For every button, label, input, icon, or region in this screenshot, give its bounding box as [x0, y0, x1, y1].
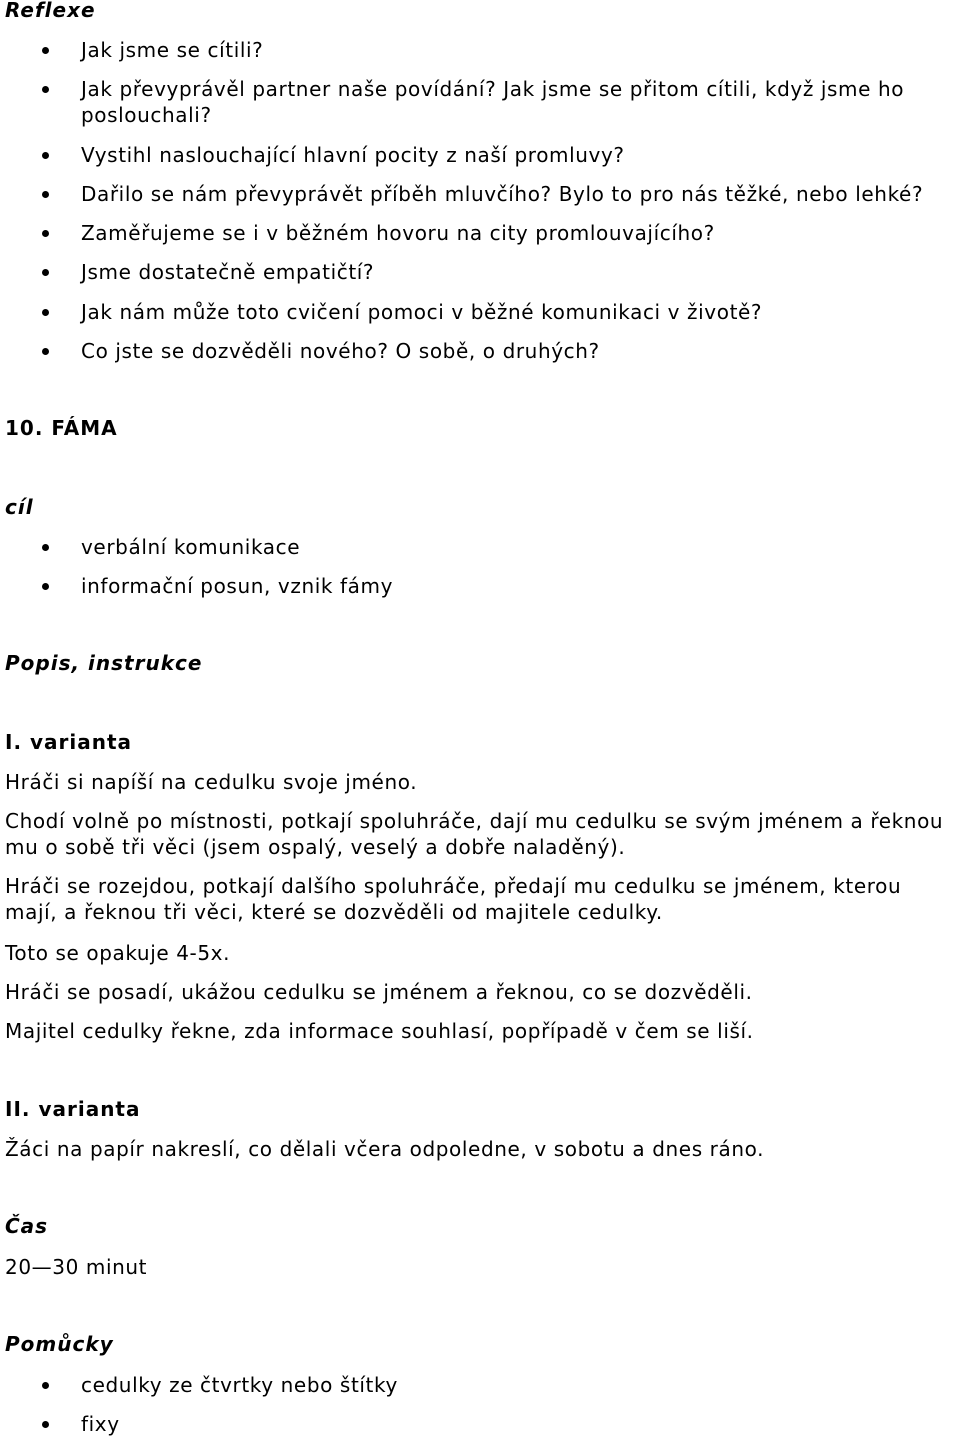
bullet-icon: [42, 86, 49, 93]
list-item-text: Zaměřujeme se i v běžném hovoru na city promlouvajícího?: [81, 221, 715, 245]
subheading-popis: Popis, instrukce: [5, 651, 203, 675]
section-heading-reflexe: Reflexe: [5, 0, 96, 22]
subheading-varianta-1: I. varianta: [5, 730, 133, 754]
list-item-text: verbální komunikace: [81, 535, 301, 559]
list-item-text: Jak jsme se cítili?: [81, 38, 264, 62]
list-item-text: Vystihl naslouchající hlavní pocity z naší promluvy?: [81, 143, 625, 167]
bullet-icon: [42, 230, 49, 237]
bullet-icon: [42, 152, 49, 159]
bullet-icon: [42, 1382, 49, 1389]
list-item-text: Jak převyprávěl partner naše povídání? Jak jsme se přitom cítili, když jsme ho poslouchali?: [81, 77, 905, 127]
list-item-text: Jak nám může toto cvičení pomoci v běžné komunikaci v životě?: [81, 300, 763, 324]
bullet-icon: [42, 191, 49, 198]
paragraph: Toto se opakuje 4-5x.: [5, 941, 231, 965]
subheading-pomucky: Pomůcky: [5, 1332, 114, 1356]
paragraph: Majitel cedulky řekne, zda informace souhlasí, popřípadě v čem se liší.: [5, 1019, 754, 1043]
list-item-text: Co jste se dozvěděli nového? O sobě, o druhých?: [81, 339, 600, 363]
list-item-text: cedulky ze čtvrtky nebo štítky: [81, 1373, 398, 1397]
list-item-text: Dařilo se nám převyprávět příběh mluvčího? Bylo to pro nás těžké, nebo lehké?: [81, 182, 924, 206]
list-item-text: informační posun, vznik fámy: [81, 574, 394, 598]
bullet-icon: [42, 348, 49, 355]
subheading-varianta-2: II. varianta: [5, 1097, 141, 1121]
section-heading-fama: 10. FÁMA: [5, 416, 118, 440]
paragraph: Hráči se rozejdou, potkají dalšího spoluhráče, předají mu cedulku se jménem, kterou mají, a řeknou tři věci, které se dozvěděli od majitele cedulky.: [5, 874, 902, 924]
bullet-icon: [42, 47, 49, 54]
bullet-icon: [42, 1421, 49, 1428]
paragraph: Žáci na papír nakreslí, co dělali včera odpoledne, v sobotu a dnes ráno.: [5, 1137, 765, 1161]
paragraph: Hráči se posadí, ukážou cedulku se jménem a řeknou, co se dozvěděli.: [5, 980, 753, 1004]
paragraph: Chodí volně po místnosti, potkají spoluhráče, dají mu cedulku se svým jménem a řeknou mu o sobě tři věci (jsem ospalý, veselý a dobře naladěný).: [5, 809, 944, 859]
bullet-icon: [42, 544, 49, 551]
bullet-icon: [42, 309, 49, 316]
bullet-icon: [42, 269, 49, 276]
duration-value: 20—30 minut: [5, 1255, 148, 1279]
list-item-text: Jsme dostatečně empatičtí?: [81, 260, 375, 284]
subheading-cas: Čas: [5, 1214, 49, 1238]
list-item-text: fixy: [81, 1412, 120, 1436]
paragraph: Hráči si napíší na cedulku svoje jméno.: [5, 770, 418, 794]
bullet-icon: [42, 583, 49, 590]
subheading-cil: cíl: [5, 495, 34, 519]
